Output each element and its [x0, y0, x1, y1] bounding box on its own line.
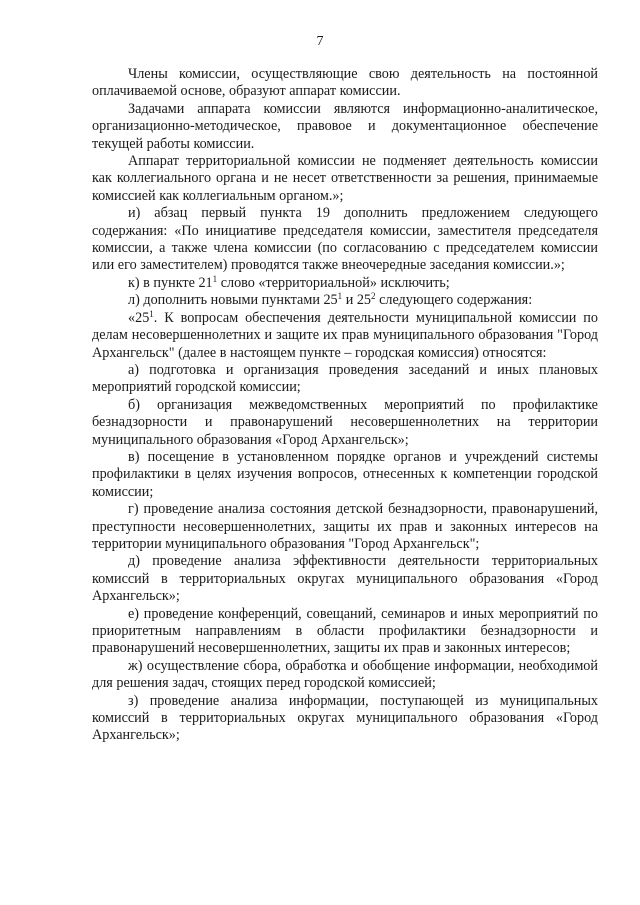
list-item-a: а) подготовка и организация проведения заседаний и иных плановых мероприятий городской комиссии; — [92, 361, 598, 396]
paragraph-apparatus-role: Аппарат территориальной комиссии не подменяет деятельность комиссии как коллегиального органа и не несет ответственности за решения, принимаемые комиссией как коллегиальным органом.»; — [92, 153, 598, 204]
item-l-text-end: следующего содержания: — [375, 292, 533, 309]
paragraph-item-i: и) абзац первый пункта 19 дополнить предложением следующего содержания: «По инициативе председателя комиссии, заместителя председателя комиссии, а также члена комиссии (по согласованию с председателем комиссии или его заместителем) проводятся также внеочередные заседания комиссии.»; — [92, 205, 598, 274]
list-item-v: в) посещение в установленном порядке органов и учреждений системы профилактики в целях изучения вопросов, отнесенных к компетенции городской комиссии; — [92, 448, 598, 500]
item-l-text-start: л) дополнить новыми пунктами 25 — [128, 292, 338, 309]
item-k-superscript: 1 — [212, 273, 218, 284]
item-k-text-end: слово «территориальной» исключить; — [217, 274, 450, 291]
list-item-g: г) проведение анализа состояния детской безнадзорности, правонарушений, преступности несовершеннолетних, защиты их прав и законных интересов на территории муниципального образования "Город Архангельск"; — [92, 501, 598, 552]
page-number: 7 — [316, 34, 324, 49]
list-item-e: е) проведение конференций, совещаний, семинаров и иных мероприятий по приоритетным направлениям в области профилактики безнадзорности и правонарушений несовершеннолетних, защиты их прав и законных интересов; — [92, 605, 598, 657]
paragraph-clause-25-1 — [92, 310, 598, 362]
item-l-superscript-1: 1 — [337, 291, 343, 302]
document-body — [92, 66, 598, 745]
clause-25-1-superscript: 1 — [149, 308, 154, 319]
item-k-text-start: к) в пункте 21 — [128, 274, 213, 291]
paragraph-apparatus-members: Члены комиссии, осуществляющие свою деятельность на постоянной оплачиваемой основе, образуют аппарат комиссии. — [92, 66, 598, 100]
item-l-superscript-2: 2 — [371, 291, 376, 302]
list-item-z: з) проведение анализа информации, поступающей из муниципальных комиссий в территориальных округах муниципального образования «Город Архангельск»; — [92, 692, 598, 744]
paragraph-item-k — [92, 275, 598, 292]
list-item-b: б) организация межведомственных мероприятий по профилактике безнадзорности и правонарушений несовершеннолетних на территории муниципального образования «Город Архангельск»; — [92, 396, 598, 448]
clause-25-1-number: «25 — [128, 309, 150, 326]
paragraph-item-l — [92, 292, 598, 309]
paragraph-apparatus-tasks: Задачами аппарата комиссии являются информационно-аналитическое, организационно-методическое, правовое и документационное обеспечение текущей работы комиссии. — [92, 100, 598, 152]
list-item-d: д) проведение анализа эффективности деятельности территориальных комиссий в территориальных округах муниципального образования «Город Архангельск»; — [92, 553, 598, 605]
list-item-zh: ж) осуществление сбора, обработка и обобщение информации, необходимой для решения задач, стоящих перед городской комиссией; — [92, 657, 598, 692]
item-l-text-middle: и 25 — [342, 292, 372, 309]
clause-25-1-text: . К вопросам обеспечения деятельности муниципальной комиссии по делам несовершеннолетних и защите их прав муниципального образования "Город Архангельск" (далее в настоящем пункте – городская комиссия) относятся: — [92, 309, 598, 361]
